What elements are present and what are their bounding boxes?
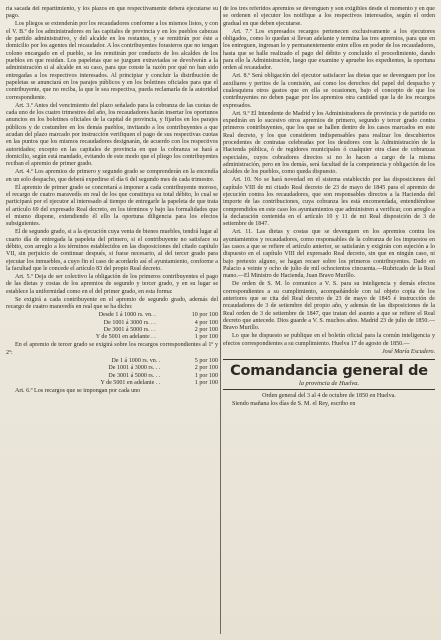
table-row [23,358,218,365]
table-cell-range: De 1 á 1000 rs. vn. . [111,358,161,365]
order-heading: Orden general del 3 al 4 de octubre de 1850 en Huelva. [262,392,396,399]
table-cell-rate: 10 por 100 [191,312,218,319]
left-article-5: Art. 5.º Deja de ser colectivo la obligación de los primeros contribuyentes el pago de las dietas y costas de los apremios de segundo y tercer grado, y en su lugar se establece la uniformidad como en el del primer grado, en esta forma: [6,273,218,295]
table-row [23,373,218,380]
section-heading: Comandancia general de [230,362,428,379]
left-column [6,6,218,634]
table-cell-range: Desde 1 á 1000 rs. vn. . [98,312,156,319]
right-paragraph-royal-order: De orden de S. M. lo comunico a V. S. para su inteligencia y demás efectos correspondientes a su cumplimiento, acompañándole con tal objeto copia de los anteriores que se cita del Real decreto de 23 de mayo de 1845 é instrucción de recaudadores de 3 de setiembre del propio año, y además de las disposiciones de la Real orden de 3 de setiembre de 1847, que tratan del asunto a que se refiere el Real decreto que antecede. Dios guarde a V. S. muchos años. Madrid 23 de julio de 1850.—Bravo Murillo. [223,281,435,332]
table-cell-rate: 1 por 100 [194,380,218,387]
table-cell-rate: 2 por 100 [194,326,218,333]
right-article-7: Art. 7.º Los expresados recargos pertenecen exclusivamente a los ejecutores obligados, como lo quedan si llevan adelante y termina las tres apremios, para que en los entreguen, ingresan lo y permanentemente entre ellos en poder de los recaudadores, hasta que se halle realizado el pago del débito y concluido el procedimiento, dando para ello la Administración, luego que examine y apruebe los expedientes, la oportuna orden al recaudador. [223,28,435,72]
right-column [223,6,435,634]
two-column-layout [6,6,435,634]
left-paragraph-2: Los pliegos se extenderán por los recaudadores conforme a los mismos listos, y con el V. B.º de los administradores en las capitales de provincia y en los pueblos cabezas de partido administrativo, y del alcalde en los restantes, y se remitirán por éste a domicilio por los agentes del recaudador. A los contribuyentes forasteros que no tengan colono encargado en el pueblo, se les remitirán por conducto de los alcaldes de los pueblos en que residan. Los papeletas que se juzguen extraviadas se devolverán a la administración si al alcalde en su caso, para que conste la razón por qué no han sido entregadas a los respectivos interesados. Al principiar y concluir la distribución de papeletas se anunciará en los parajes públicos y en los boletines oficiales para que el contribuyente, que no reciba, la que le sea respectiva, pueda reclamarla de la autoridad correspondiente. [6,21,218,101]
table-cell-rate: 1 por 100 [194,334,218,341]
section-rule-thin [223,389,435,390]
signature-line: José María Escudero. [381,348,435,355]
right-article-9: Art. 9.º El Intendente de Madrid y los Administradores de provincia y de partido no expedirán en lo sucesivo otros apremios de primero, segundo y tercer grado contra primeros contribuyentes, que los que se hallen dentro de los casos marcados en este Real decreto, y los que consideren indispensables para realizar los descubiertos procedentes de contratas celebradas por los deudores con la Administración de la Hacienda pública, ó de regidores municipales ó cualquier otra clase de cobranzas especiales, cuyos cobradores directos si no lo hacen a cargo de la misma administración, pero en los demás, será facultad de la competencia y obligación de los alcaldes de los pueblos, como queda dispuesto. [223,110,435,176]
right-article-10: Art. 10. No se hará novedad en el sistema establecido por las disposiciones del capítulo VIII de mi citado Real decreto de 23 de mayo de 1845 para el apremio de ejecución contra los recaudadores, que son responsables directos a la Hacienda del importe de las contribuciones, cuya cobranza les está encomendada, entendiéndose comprendidos en este caso los ayuntamientos que administren a verificar, con arreglo a la declaración contenida en el artículo 10 y 11 de mi Real disposición de 3 de setiembre de 1847. [223,177,435,228]
table-row [23,312,218,319]
left-paragraph-second-grade: El de segundo grado, si a la ejecución cuya venta de bienes muebles, tendrá lugar al cuarto día de entregada la papeleta del primero, si el contribuyente no satisface su débito, con arreglo a los términos establecidos en las disposiciones del citado capítulo VII, sin perjuicio de continuar después, si fuese necesario, al del tercer grado para ejecutar los inmuebles, a cuyo fin el caso de acordarlo así el ayuntamiento, conforme a la facultad que le concede el artículo 83 del propio Real decreto. [6,229,218,272]
section-subheading: la provincia de Huelva. [298,379,360,387]
surcharge-table-third-grade [23,358,218,387]
left-article-3: Art. 3.º Antes del vencimiento del plazo señalado para la cobranza de las cuotas de cada uno de los cuatro trimestres del año, los recaudadores harán insertar los oportunos anuncios en los boletines oficiales de la capital de provincia, y fijarlos en los parajes públicos y de costumbre en los demás pueblos, invitando a los contribuyentes a que acudan del plazo marcado por instrucción verifiquen el pago de sus respectivas cuotas en las puntos que los mismos recaudadores designarán, de acuerdo con los respectivos autoridades; excepto en las capitales de provincia en que la cobranza se hará a domicilio, según está mandado, evitando de este modo que el pliego los contribuyentes reciban el apremio de primer grado. [6,102,218,168]
table-cell-range: Y de 5001 en adelante . . [100,380,161,387]
right-paragraph-1: de los tres referidos apremios se devenguen y son exigibles desde el momento y en que se ordenen el ejecutor los notifique a los respectivos interesados, según el orden gradual en que deben ejecutarse. [223,6,435,27]
left-paragraph-surcharge-intro: Se exigirá a cada contribuyente en el apremio de segundo grado, además del recargo de cuatro maravedís en real que se ha dicho: [6,296,218,310]
left-paragraph-first-grade: El apremio de primer grado se concretará a imponer a cada contribuyente moroso, el recargo de cuatro maravedís en real de los que constituya su total débito, lo cual se participará por el ejecutor al interesado al tiempo de entregarle la papeleta de que trata el artículo 69 del expresado Real decreto, en los términos y bajo las formalidades que el mismo dispone, extendiendo él ello la oportuna diligencia para los efectos subsiguientes. [6,184,218,228]
table-row [23,320,218,327]
surcharge-table-second-grade [23,312,218,341]
right-article-8: Art. 8.º Será obligación del ejecutor satisfacer las dietas que se devenguen por los auxiliares y peritos de la comisión, así como los derechos del papel del despacho y cualesquiera otros gastos que en ella se ocasionen, bajo el concepto de que los contribuyentes no deben pagar por los apremios otra cantidad que la de los recargos expresados. [223,73,435,109]
table-row [23,380,218,387]
right-article-11: Art. 11. Las dietas y costas que se devenguen en los apremios contra los ayuntamientos y recaudadores, como responsables de la cobranza de los impuestos en las casos a que se refiere el artículo anterior, se satisfarán y exigirán con sujeción a lo dispuesto en el capítulo VIII del expresado Real decreto, sin que en ningún caso, ni bajo pretexto alguno, se hagan recaer sobre los primeros contribuyentes. Dado en Palacio a veinte y ocho de julio de mil ochocientos cincuenta.—Rubricado de la Real mano.—El Ministro de Hacienda, Juan Bravo Murillo. [223,229,435,280]
left-article-6: Art. 6.º Los recargos que se impongan por cada uno [15,388,141,395]
section-rule [223,359,435,360]
order-paragraph: Siendo mañana los días de S. M. el Rey, escribo en [232,400,356,407]
table-cell-rate: 2 por 100 [194,365,218,372]
left-article-4: Art. 4.º Los apremios de primero y segundo grado se comprenderán en la encendía en un solo despacho, que deberá expedirse el día 6 del segundo mes de cada trimestre. [6,169,218,183]
table-cell-range: De 3001 á 5000 rs. . . [103,326,156,333]
left-paragraph-third-grade: En el apremio de tercer grado se exigirá sobre los recargos correspondientes al 1º y 2º: [6,342,218,356]
table-cell-range: De 1001 á 3000 rs. . . [103,319,156,326]
table-cell-rate: 5 por 100 [194,358,218,365]
right-paragraph-publication: Lo que he dispuesto se publique en el boletín oficial para la común inteligencia y efectos correspondientes a su cumplimiento. Huelva 17 de agosto de 1850.— [223,333,435,347]
table-row [23,327,218,334]
table-cell-range: De 3001 á 5000 rs. . . [108,372,161,379]
table-cell-rate: 4 por 100 [194,319,218,326]
table-row [23,365,218,372]
table-cell-range: De 1001 á 3000 rs. . . [108,365,161,372]
left-paragraph-1: ria sacada del repartimiento, y los plazos en que respectivamente deberá ejecutarse su pago. [6,6,218,20]
table-row [23,334,218,341]
table-cell-range: Y de 5001 en adelante . . [95,334,156,341]
table-cell-rate: 1 por 100 [194,372,218,379]
column-divider [218,6,223,634]
